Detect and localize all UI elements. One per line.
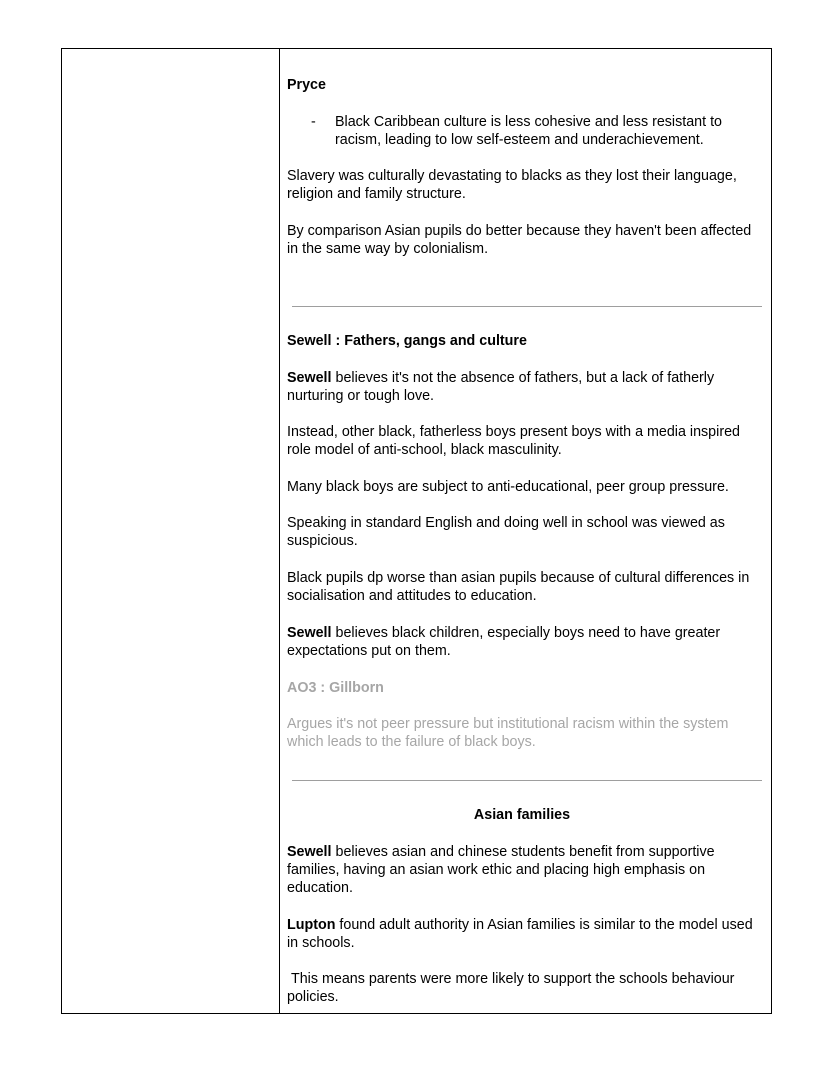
pryce-paragraph-2: By comparison Asian pupils do better because they haven't been affected in the same way by colonialism.	[287, 223, 752, 257]
asian-paragraph-3: This means parents were more likely to support the schools behaviour policies.	[287, 971, 739, 1005]
pryce-heading: Pryce	[287, 77, 326, 93]
horizontal-rule	[292, 780, 762, 781]
bullet-text: Black Caribbean culture is less cohesive and less resistant to racism, leading to low self-esteem and underachievement.	[335, 114, 723, 148]
notes-table	[61, 48, 772, 1014]
sewell-paragraph-1	[287, 369, 757, 405]
asian-paragraph-1	[287, 843, 757, 897]
column-divider	[279, 49, 280, 1013]
asian-paragraph-2	[287, 916, 757, 952]
pryce-paragraph-1: Slavery was culturally devastating to blacks as they lost their language, religion and family structure.	[287, 168, 737, 202]
author-name: Sewell	[287, 370, 332, 386]
ao3-heading: AO3 : Gillborn	[287, 680, 384, 696]
sewell-paragraph-3: Many black boys are subject to anti-educational, peer group pressure.	[287, 479, 729, 495]
sewell-paragraph-5: Black pupils dp worse than asian pupils because of cultural differences in socialisation and attitudes to education.	[287, 570, 750, 604]
paragraph-text: believes asian and chinese students benefit from supportive families, having an asian work ethic and placing high emphasis on education.	[287, 844, 715, 896]
horizontal-rule	[292, 306, 762, 307]
pryce-bullet	[287, 113, 757, 149]
sewell-paragraph-4: Speaking in standard English and doing well in school was viewed as suspicious.	[287, 515, 725, 549]
author-name: Lupton	[287, 917, 336, 933]
paragraph-text: believes it's not the absence of fathers, but a lack of fatherly nurturing or tough love.	[287, 370, 715, 404]
author-name: Sewell	[287, 625, 332, 641]
sewell-paragraph-2: Instead, other black, fatherless boys present boys with a media inspired role model of anti-school, black masculinity.	[287, 424, 740, 458]
paragraph-text: found adult authority in Asian families is similar to the model used in schools.	[287, 917, 753, 951]
paragraph-text: believes black children, especially boys need to have greater expectations put on them.	[287, 625, 721, 659]
sewell-paragraph-6	[287, 624, 757, 660]
ao3-text: Argues it's not peer pressure but institutional racism within the system which leads to the failure of black boys.	[287, 716, 729, 750]
bullet-dash: -	[311, 114, 316, 130]
asian-families-heading: Asian families	[473, 807, 571, 823]
sewell-heading: Sewell : Fathers, gangs and culture	[287, 333, 527, 349]
author-name: Sewell	[287, 844, 332, 860]
